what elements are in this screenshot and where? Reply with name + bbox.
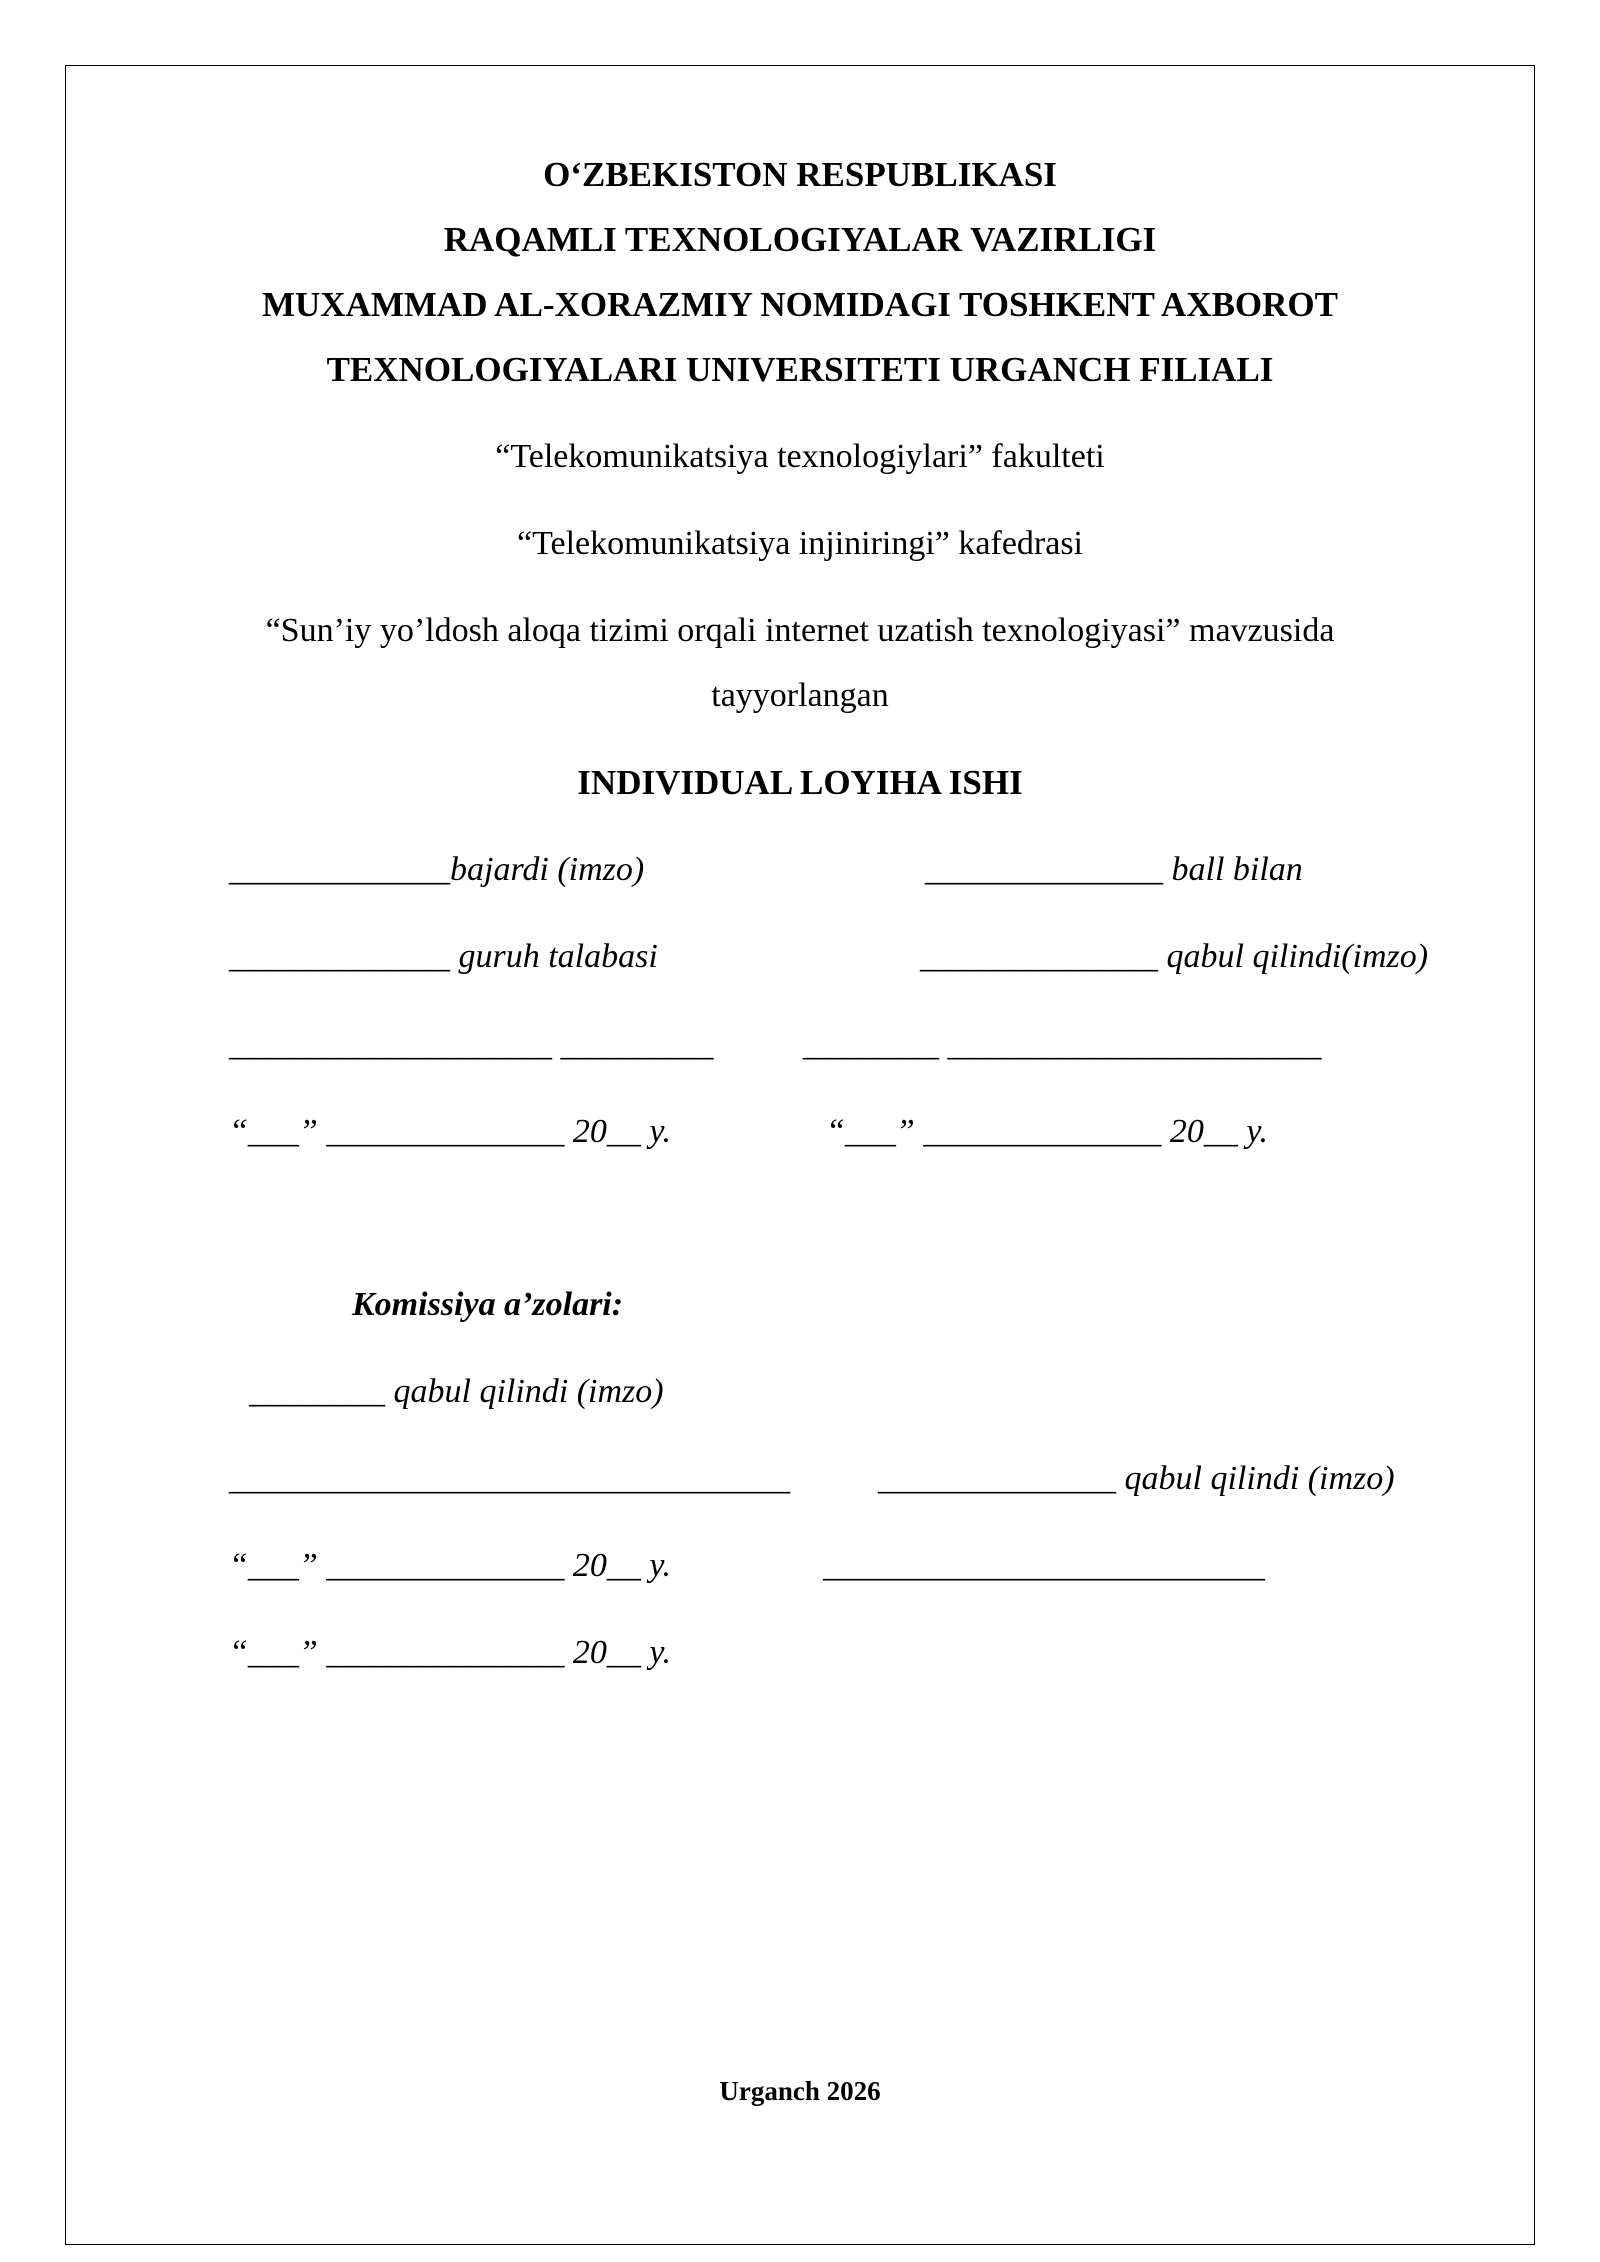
footer-place-year: Urganch 2026 (719, 2076, 881, 2106)
department-line: “Telekomunikatsiya injiniringi” kafedrasi (517, 525, 1083, 562)
form-row3-left: ___________________ _________ (229, 1026, 714, 1063)
header-line-3: MUXAMMAD AL-XORAZMIY NOMIDAGI TOSHKENT AXBOROT (262, 285, 1338, 324)
commission-title: Komissiya a’zolari: (352, 1286, 624, 1323)
document-title: INDIVIDUAL LOYIHA ISHI (577, 763, 1023, 802)
faculty-line: “Telekomunikatsiya texnologiylari” fakulteti (495, 438, 1105, 475)
commission-row1: ________ qabul qilindi (imzo) (249, 1373, 664, 1410)
topic-line-2: tayyorlangan (711, 677, 889, 714)
commission-row2-right: ______________ qabul qilindi (imzo) (878, 1460, 1395, 1497)
form-row4-right: “___” ______________ 20__ y. (826, 1113, 1269, 1150)
header-line-4: TEXNOLOGIYALARI UNIVERSITETI URGANCH FILIALI (326, 350, 1274, 389)
form-row3-right: ________ ______________________ (803, 1026, 1322, 1063)
page-border (65, 65, 1535, 2245)
form-row2-right: ______________ qabul qilindi(imzo) (920, 938, 1429, 975)
header-line-1: O‘ZBEKISTON RESPUBLIKASI (543, 155, 1057, 194)
form-row4-left: “___” ______________ 20__ y. (229, 1113, 672, 1150)
commission-row4-left: “___” ______________ 20__ y. (229, 1634, 672, 1671)
commission-row3-right: __________________________ (823, 1547, 1265, 1584)
form-row1-left: _____________bajardi (imzo) (229, 851, 645, 888)
commission-row2-left: _________________________________ (229, 1460, 790, 1497)
commission-row3-left: “___” ______________ 20__ y. (229, 1547, 672, 1584)
form-row1-right: ______________ ball bilan (925, 851, 1303, 888)
topic-line-1: “Sun’iy yo’ldosh aloqa tizimi orqali internet uzatish texnologiyasi” mavzusida (265, 612, 1335, 649)
header-line-2: RAQAMLI TEXNOLOGIYALAR VAZIRLIGI (443, 220, 1157, 259)
form-row2-left: _____________ guruh talabasi (229, 938, 658, 975)
